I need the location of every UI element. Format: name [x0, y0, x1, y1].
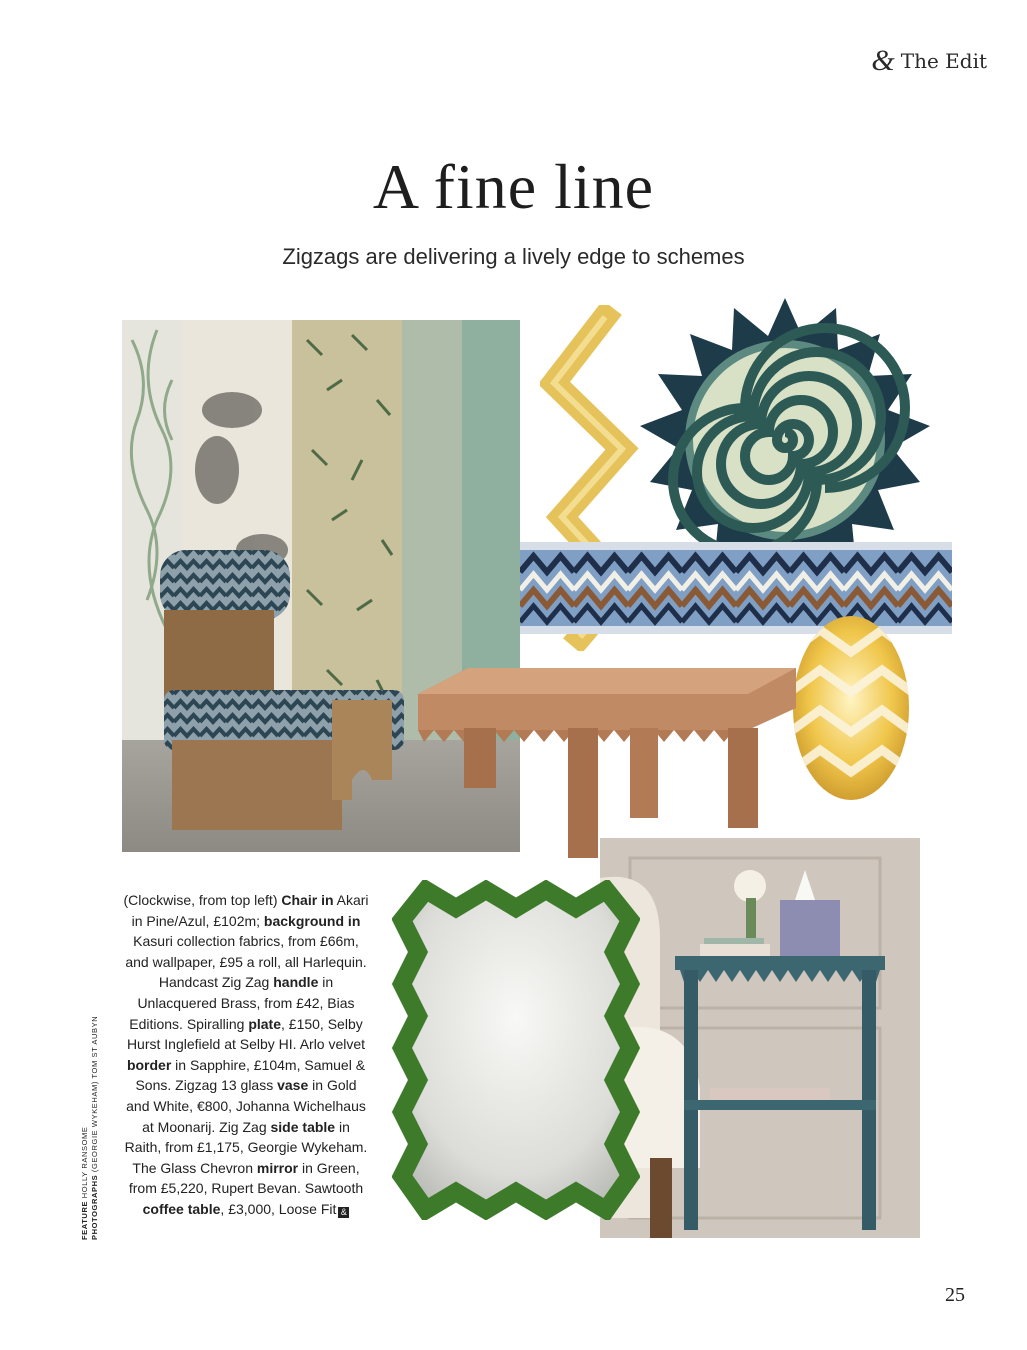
caption-part-border-detail: in Sapphire, £104m, Samuel & Sons. Zigzag 13 glass [135, 1056, 366, 1094]
section-name: The Edit [900, 49, 987, 73]
caption-part-coffee-table: coffee table [142, 1200, 221, 1217]
photo-credits [80, 1016, 100, 1240]
caption-part-plate: plate [248, 1015, 281, 1032]
caption-part-vase-detail: in Gold and White, €800, Johanna Wichelhaus at Moonarij. Zig Zag [126, 1077, 366, 1135]
page-number: 25 [945, 1284, 965, 1306]
spiral-plate-photo [640, 298, 930, 570]
caption-part-handle: handle [273, 974, 319, 991]
chevron-mirror-photo [392, 880, 640, 1220]
side-table-photo [600, 838, 920, 1238]
caption-part-mirror: mirror [256, 1159, 299, 1176]
page-title: A fine line [372, 151, 655, 222]
product-caption [122, 890, 370, 1220]
page-subtitle: Zigzags are delivering a lively edge to schemes [282, 244, 745, 269]
section-tag [871, 46, 987, 76]
credit-feature-label: FEATURE [80, 1200, 89, 1240]
caption-part-intro: (Clockwise, from top left) [123, 892, 282, 908]
caption-part-chair-detail: Akari in Pine/Azul, £102m; [131, 892, 369, 929]
caption-part-coffee-table-detail: , £3,000, Loose Fit [220, 1200, 337, 1217]
credit-feature-name: HOLLY RANSOME [80, 1126, 89, 1199]
caption-part-chair: Chair in [281, 892, 334, 908]
caption-part-handle-detail: in Unlacquered Brass, from £42, Bias Editions. Spiralling [129, 974, 355, 1032]
credit-photos-name: (GEORGIE WYKEHAM) TOM ST AUBYN [90, 1015, 99, 1173]
ampersand-logo-icon: & [871, 44, 895, 77]
glass-vase-photo [790, 612, 912, 804]
credit-photos-label: PHOTOGRAPHS [90, 1174, 99, 1240]
caption-part-side-table-detail: in Raith, from £1,175, Georgie Wykeham. The Glass Chevron [124, 1118, 368, 1176]
coffee-table-photo [408, 668, 796, 860]
caption-part-vase: vase [277, 1077, 309, 1094]
end-of-article-icon: & [338, 1207, 349, 1218]
caption-part-border: border [126, 1056, 172, 1073]
caption-part-background: background in [263, 912, 361, 929]
caption-part-plate-detail: , £150, Selby Hurst Inglefield at Selby HI. Arlo velvet [126, 1015, 366, 1053]
caption-part-side-table: side table [270, 1118, 336, 1135]
caption-part-background-detail: Kasuri collection fabrics, from £66m, and wallpaper, £95 a roll, all Harlequin. Handcast Zig Zag [125, 933, 367, 991]
caption-part-mirror-detail: in Green, from £5,220, Rupert Bevan. Sawtooth [128, 1159, 364, 1197]
